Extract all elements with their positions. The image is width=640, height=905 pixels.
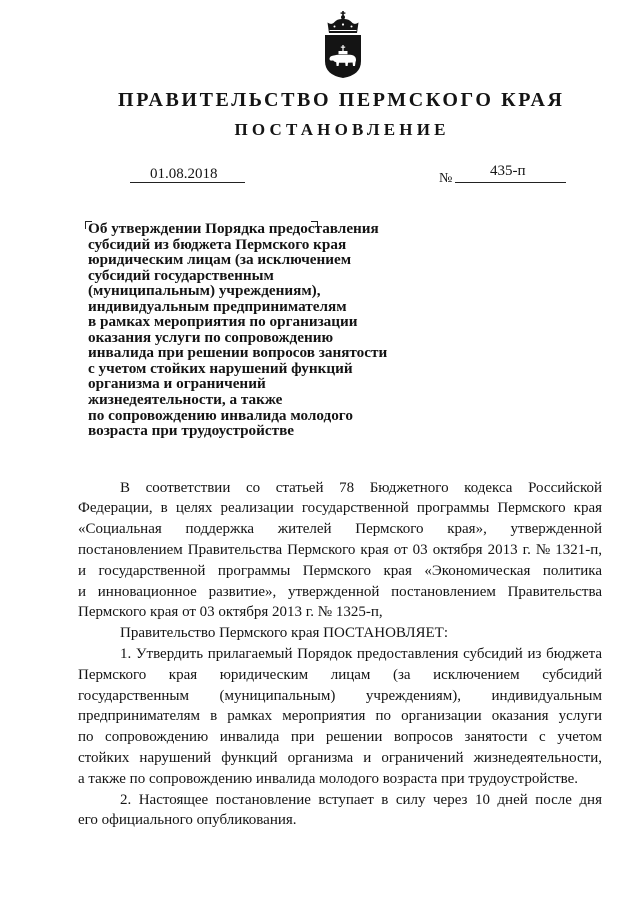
document-title: [88, 221, 387, 439]
body-line: по сопровождению инвалида при решении вопросов занятости с учетом: [78, 729, 602, 746]
body-line: его официального опубликования.: [78, 812, 297, 829]
body-line: постановлением Правительства Пермского края от 03 октября 2013 г. № 1321-п,: [78, 541, 602, 558]
paragraph-item-1: [78, 644, 602, 790]
title-line: Об утверждении Порядка предоставления: [88, 220, 379, 237]
body-line: 1. Утвердить прилагаемый Порядок предоставления субсидий из бюджета: [120, 645, 602, 662]
title-line: инвалида при решении вопросов занятости: [88, 344, 388, 362]
document-date: 01.08.2018: [150, 166, 218, 182]
number-field: [455, 164, 566, 183]
document-number: 435-п: [490, 163, 526, 179]
book-icon: [339, 51, 348, 54]
body-line: Пермского края от 03 октября 2013 г. № 1325-п,: [78, 604, 383, 621]
title-line: субсидий из бюджета Пермского края: [88, 235, 347, 253]
title-line: с учетом стойких нарушений функций: [88, 359, 353, 377]
document-body: [78, 478, 602, 832]
body-line: Пермского края юридическим лицам (за исключением субсидий: [78, 666, 602, 683]
title-line: (муниципальным) учреждениям),: [88, 282, 321, 300]
title-line: по сопровождению инвалида молодого: [88, 406, 353, 424]
title-line: оказания услуги по сопровождению: [88, 328, 334, 346]
body-line: и государственной программы Пермского края «Экономическая политика: [78, 562, 602, 579]
title-line: юридическим лицам (за исключением: [88, 251, 352, 269]
date-field: [130, 164, 245, 183]
title-line: в рамках мероприятия по организации: [88, 313, 358, 331]
title-line: организма и ограничений: [88, 375, 266, 393]
paragraph-preamble: [78, 478, 602, 624]
title-line: возраста при трудоустройстве: [88, 422, 295, 440]
body-line: государственным (муниципальным) учреждениям), индивидуальным: [78, 687, 602, 704]
body-line: стойких нарушений функций организма и ограничений жизнедеятельности,: [78, 749, 602, 766]
coat-of-arms-icon: [323, 11, 363, 79]
body-line: предпринимателям в рамках мероприятия по организации оказания услуги: [78, 708, 602, 725]
paragraph-resolves: [78, 623, 602, 644]
body-line: 2. Настоящее постановление вступает в силу через 10 дней после дня: [120, 791, 602, 808]
body-line: а также по сопровождению инвалида молодого возраста при трудоустройстве.: [78, 770, 579, 787]
body-line: «Социальная поддержка жителей Пермского края», утвержденной: [78, 521, 602, 538]
document-type: ПОСТАНОВЛЕНИЕ: [234, 120, 450, 139]
title-line: жизнедеятельности, а также: [88, 391, 283, 409]
title-line: индивидуальным предпринимателям: [88, 297, 347, 315]
number-sign: №: [439, 171, 453, 186]
body-line: Правительство Пермского края ПОСТАНОВЛЯЕТ:: [120, 625, 449, 642]
crown-icon: [328, 11, 359, 33]
paragraph-item-2: [78, 790, 602, 832]
body-line: Федерации, в целях реализации государственной программы Пермского края: [78, 500, 602, 517]
body-line: В соответствии со статьей 78 Бюджетного кодекса Российской: [120, 479, 602, 496]
title-line: субсидий государственным: [88, 266, 274, 284]
body-line: и инновационное развитие», утвержденной постановлением Правительства: [78, 583, 602, 600]
organization-name: ПРАВИТЕЛЬСТВО ПЕРМСКОГО КРАЯ: [118, 89, 565, 111]
